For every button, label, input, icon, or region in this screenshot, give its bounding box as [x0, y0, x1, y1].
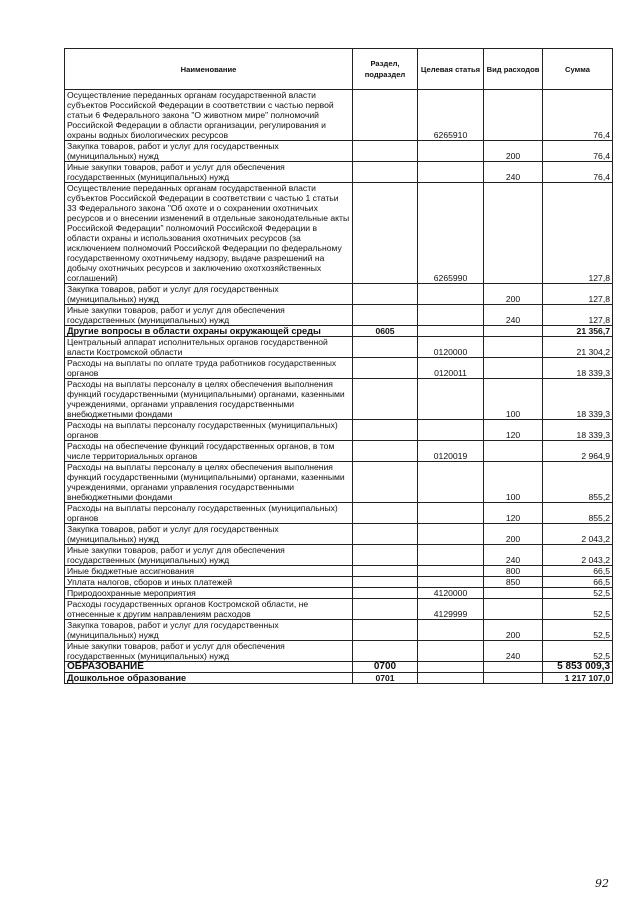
cell-section	[353, 337, 418, 358]
cell-article	[418, 662, 484, 673]
table-row	[65, 599, 613, 620]
cell-sum: 76,4	[543, 141, 613, 162]
cell-article: 6265910	[418, 90, 484, 141]
cell-sum: 855,2	[543, 462, 613, 503]
header-name: Наименование	[65, 49, 353, 90]
table-row	[65, 662, 613, 673]
cell-type: 120	[484, 503, 543, 524]
cell-article	[418, 673, 484, 684]
cell-sum: 18 339,3	[543, 379, 613, 420]
cell-section	[353, 379, 418, 420]
cell-sum: 52,5	[543, 599, 613, 620]
cell-sum: 5 853 009,3	[543, 662, 613, 673]
cell-sum: 18 339,3	[543, 420, 613, 441]
cell-type: 200	[484, 141, 543, 162]
cell-section	[353, 305, 418, 326]
cell-section	[353, 641, 418, 662]
cell-sum: 52,5	[543, 620, 613, 641]
table-row	[65, 462, 613, 503]
cell-section	[353, 545, 418, 566]
cell-name: Иные закупки товаров, работ и услуг для обеспечения государственных (муниципальных) нужд	[65, 641, 353, 662]
table-row	[65, 588, 613, 599]
cell-name: Закупка товаров, работ и услуг для государственных (муниципальных) нужд	[65, 141, 353, 162]
cell-name: Расходы на выплаты персоналу государственных (муниципальных) органов	[65, 420, 353, 441]
cell-sum: 127,8	[543, 305, 613, 326]
cell-article	[418, 326, 484, 337]
cell-section	[353, 599, 418, 620]
table-row	[65, 326, 613, 337]
cell-section	[353, 588, 418, 599]
cell-sum: 855,2	[543, 503, 613, 524]
cell-sum: 127,8	[543, 183, 613, 284]
cell-section	[353, 524, 418, 545]
cell-sum: 2 964,9	[543, 441, 613, 462]
cell-article	[418, 284, 484, 305]
cell-sum: 76,4	[543, 90, 613, 141]
cell-name: Расходы на обеспечение функций государственных органов, в том числе территориальных органов	[65, 441, 353, 462]
page-number: 92	[595, 877, 609, 890]
cell-article	[418, 545, 484, 566]
cell-name: Другие вопросы в области охраны окружающей среды	[65, 326, 353, 337]
cell-sum: 1 217 107,0	[543, 673, 613, 684]
cell-name: Закупка товаров, работ и услуг для государственных (муниципальных) нужд	[65, 620, 353, 641]
cell-sum: 127,8	[543, 284, 613, 305]
cell-article: 6265990	[418, 183, 484, 284]
table-header-row	[65, 49, 613, 90]
cell-sum: 52,5	[543, 641, 613, 662]
cell-article	[418, 305, 484, 326]
cell-section	[353, 90, 418, 141]
cell-type: 240	[484, 305, 543, 326]
cell-section	[353, 566, 418, 577]
cell-name: ОБРАЗОВАНИЕ	[65, 662, 353, 673]
cell-section	[353, 358, 418, 379]
cell-sum: 21 304,2	[543, 337, 613, 358]
cell-article	[418, 577, 484, 588]
cell-sum: 21 356,7	[543, 326, 613, 337]
cell-name: Закупка товаров, работ и услуг для государственных (муниципальных) нужд	[65, 524, 353, 545]
cell-article	[418, 162, 484, 183]
cell-section	[353, 620, 418, 641]
table-row	[65, 358, 613, 379]
cell-section	[353, 141, 418, 162]
cell-article	[418, 141, 484, 162]
cell-section	[353, 441, 418, 462]
cell-type: 100	[484, 462, 543, 503]
cell-type: 240	[484, 545, 543, 566]
table-row	[65, 673, 613, 684]
cell-sum: 2 043,2	[543, 524, 613, 545]
cell-type	[484, 337, 543, 358]
header-section: Раздел, подраздел	[353, 49, 418, 90]
cell-name: Расходы на выплаты персоналу в целях обеспечения выполнения функций государственными (муниципальными) органами, казенными учреждениями, органами управления государственными внебюджетными фондами	[65, 379, 353, 420]
cell-type: 100	[484, 379, 543, 420]
cell-name: Расходы на выплаты по оплате труда работников государственных органов	[65, 358, 353, 379]
cell-type: 850	[484, 577, 543, 588]
cell-section: 0700	[353, 662, 418, 673]
cell-sum: 18 339,3	[543, 358, 613, 379]
cell-sum: 2 043,2	[543, 545, 613, 566]
cell-type	[484, 441, 543, 462]
cell-type	[484, 358, 543, 379]
cell-section	[353, 420, 418, 441]
cell-name: Уплата налогов, сборов и иных платежей	[65, 577, 353, 588]
cell-sum: 66,5	[543, 577, 613, 588]
cell-article	[418, 379, 484, 420]
cell-article	[418, 420, 484, 441]
cell-name: Природоохранные мероприятия	[65, 588, 353, 599]
table-row	[65, 420, 613, 441]
cell-article	[418, 503, 484, 524]
cell-sum: 66,5	[543, 566, 613, 577]
table-row	[65, 441, 613, 462]
cell-name: Иные закупки товаров, работ и услуг для обеспечения государственных (муниципальных) нужд	[65, 305, 353, 326]
cell-sum: 52,5	[543, 588, 613, 599]
cell-type: 200	[484, 284, 543, 305]
cell-type	[484, 90, 543, 141]
cell-name: Расходы государственных органов Костромской области, не отнесенные к другим направлениям расходов	[65, 599, 353, 620]
table-row	[65, 141, 613, 162]
cell-article: 4129999	[418, 599, 484, 620]
cell-type	[484, 588, 543, 599]
cell-section	[353, 284, 418, 305]
table-row	[65, 90, 613, 141]
cell-article: 0120000	[418, 337, 484, 358]
header-sum: Сумма	[543, 49, 613, 90]
budget-table	[64, 48, 613, 684]
cell-type: 200	[484, 620, 543, 641]
cell-type: 240	[484, 641, 543, 662]
table-row	[65, 305, 613, 326]
cell-name: Осуществление переданных органам государственной власти субъектов Российской Федерации в соответствии с частью первой статьи 6 Федерального закона "О животном мире" полномочий Российской Федерации в области организации, регулирования и охраны водных биологических ресурсов	[65, 90, 353, 141]
cell-name: Расходы на выплаты персоналу государственных (муниципальных) органов	[65, 503, 353, 524]
table-row	[65, 183, 613, 284]
cell-section: 0605	[353, 326, 418, 337]
cell-article	[418, 620, 484, 641]
table-row	[65, 577, 613, 588]
cell-article: 0120019	[418, 441, 484, 462]
table-row	[65, 284, 613, 305]
cell-article	[418, 641, 484, 662]
cell-sum: 76,4	[543, 162, 613, 183]
cell-type	[484, 673, 543, 684]
cell-name: Иные бюджетные ассигнования	[65, 566, 353, 577]
cell-name: Центральный аппарат исполнительных органов государственной власти Костромской области	[65, 337, 353, 358]
cell-name: Дошкольное образование	[65, 673, 353, 684]
table-row	[65, 566, 613, 577]
cell-section	[353, 162, 418, 183]
cell-name: Иные закупки товаров, работ и услуг для обеспечения государственных (муниципальных) нужд	[65, 162, 353, 183]
table-row	[65, 641, 613, 662]
table-row	[65, 503, 613, 524]
cell-article: 0120011	[418, 358, 484, 379]
table-row	[65, 337, 613, 358]
cell-type: 240	[484, 162, 543, 183]
cell-section	[353, 462, 418, 503]
cell-type: 200	[484, 524, 543, 545]
cell-type: 120	[484, 420, 543, 441]
table-row	[65, 162, 613, 183]
table-row	[65, 524, 613, 545]
cell-section	[353, 503, 418, 524]
cell-section: 0701	[353, 673, 418, 684]
cell-section	[353, 577, 418, 588]
cell-article	[418, 462, 484, 503]
table-row	[65, 620, 613, 641]
cell-name: Закупка товаров, работ и услуг для государственных (муниципальных) нужд	[65, 284, 353, 305]
cell-type	[484, 326, 543, 337]
header-article: Целевая статья	[418, 49, 484, 90]
cell-name: Расходы на выплаты персоналу в целях обеспечения выполнения функций государственными (муниципальными) органами, казенными учреждениями, органами управления государственными внебюджетными фондами	[65, 462, 353, 503]
header-type: Вид расходов	[484, 49, 543, 90]
cell-section	[353, 183, 418, 284]
cell-type	[484, 183, 543, 284]
table-row	[65, 545, 613, 566]
cell-article	[418, 566, 484, 577]
cell-type: 800	[484, 566, 543, 577]
table-row	[65, 379, 613, 420]
cell-type	[484, 662, 543, 673]
cell-name: Иные закупки товаров, работ и услуг для обеспечения государственных (муниципальных) нужд	[65, 545, 353, 566]
cell-name: Осуществление переданных органам государственной власти субъектов Российской Федерации в соответствии с частью 1 статьи 33 Федерального закона "Об охоте и о сохранении охотничьих ресурсов и о внесении изменений в отдельные законодательные акты Российской Федерации" полномочий Российской Федерации в области охраны и использования охотничьих ресурсов (за исключением полномочий Российской Федерации по федеральному государственному охотничьему надзору, выдаче разрешений на добычу охотничьих ресурсов и заключению охотхозяйственных соглашений)	[65, 183, 353, 284]
cell-article: 4120000	[418, 588, 484, 599]
cell-type	[484, 599, 543, 620]
cell-article	[418, 524, 484, 545]
